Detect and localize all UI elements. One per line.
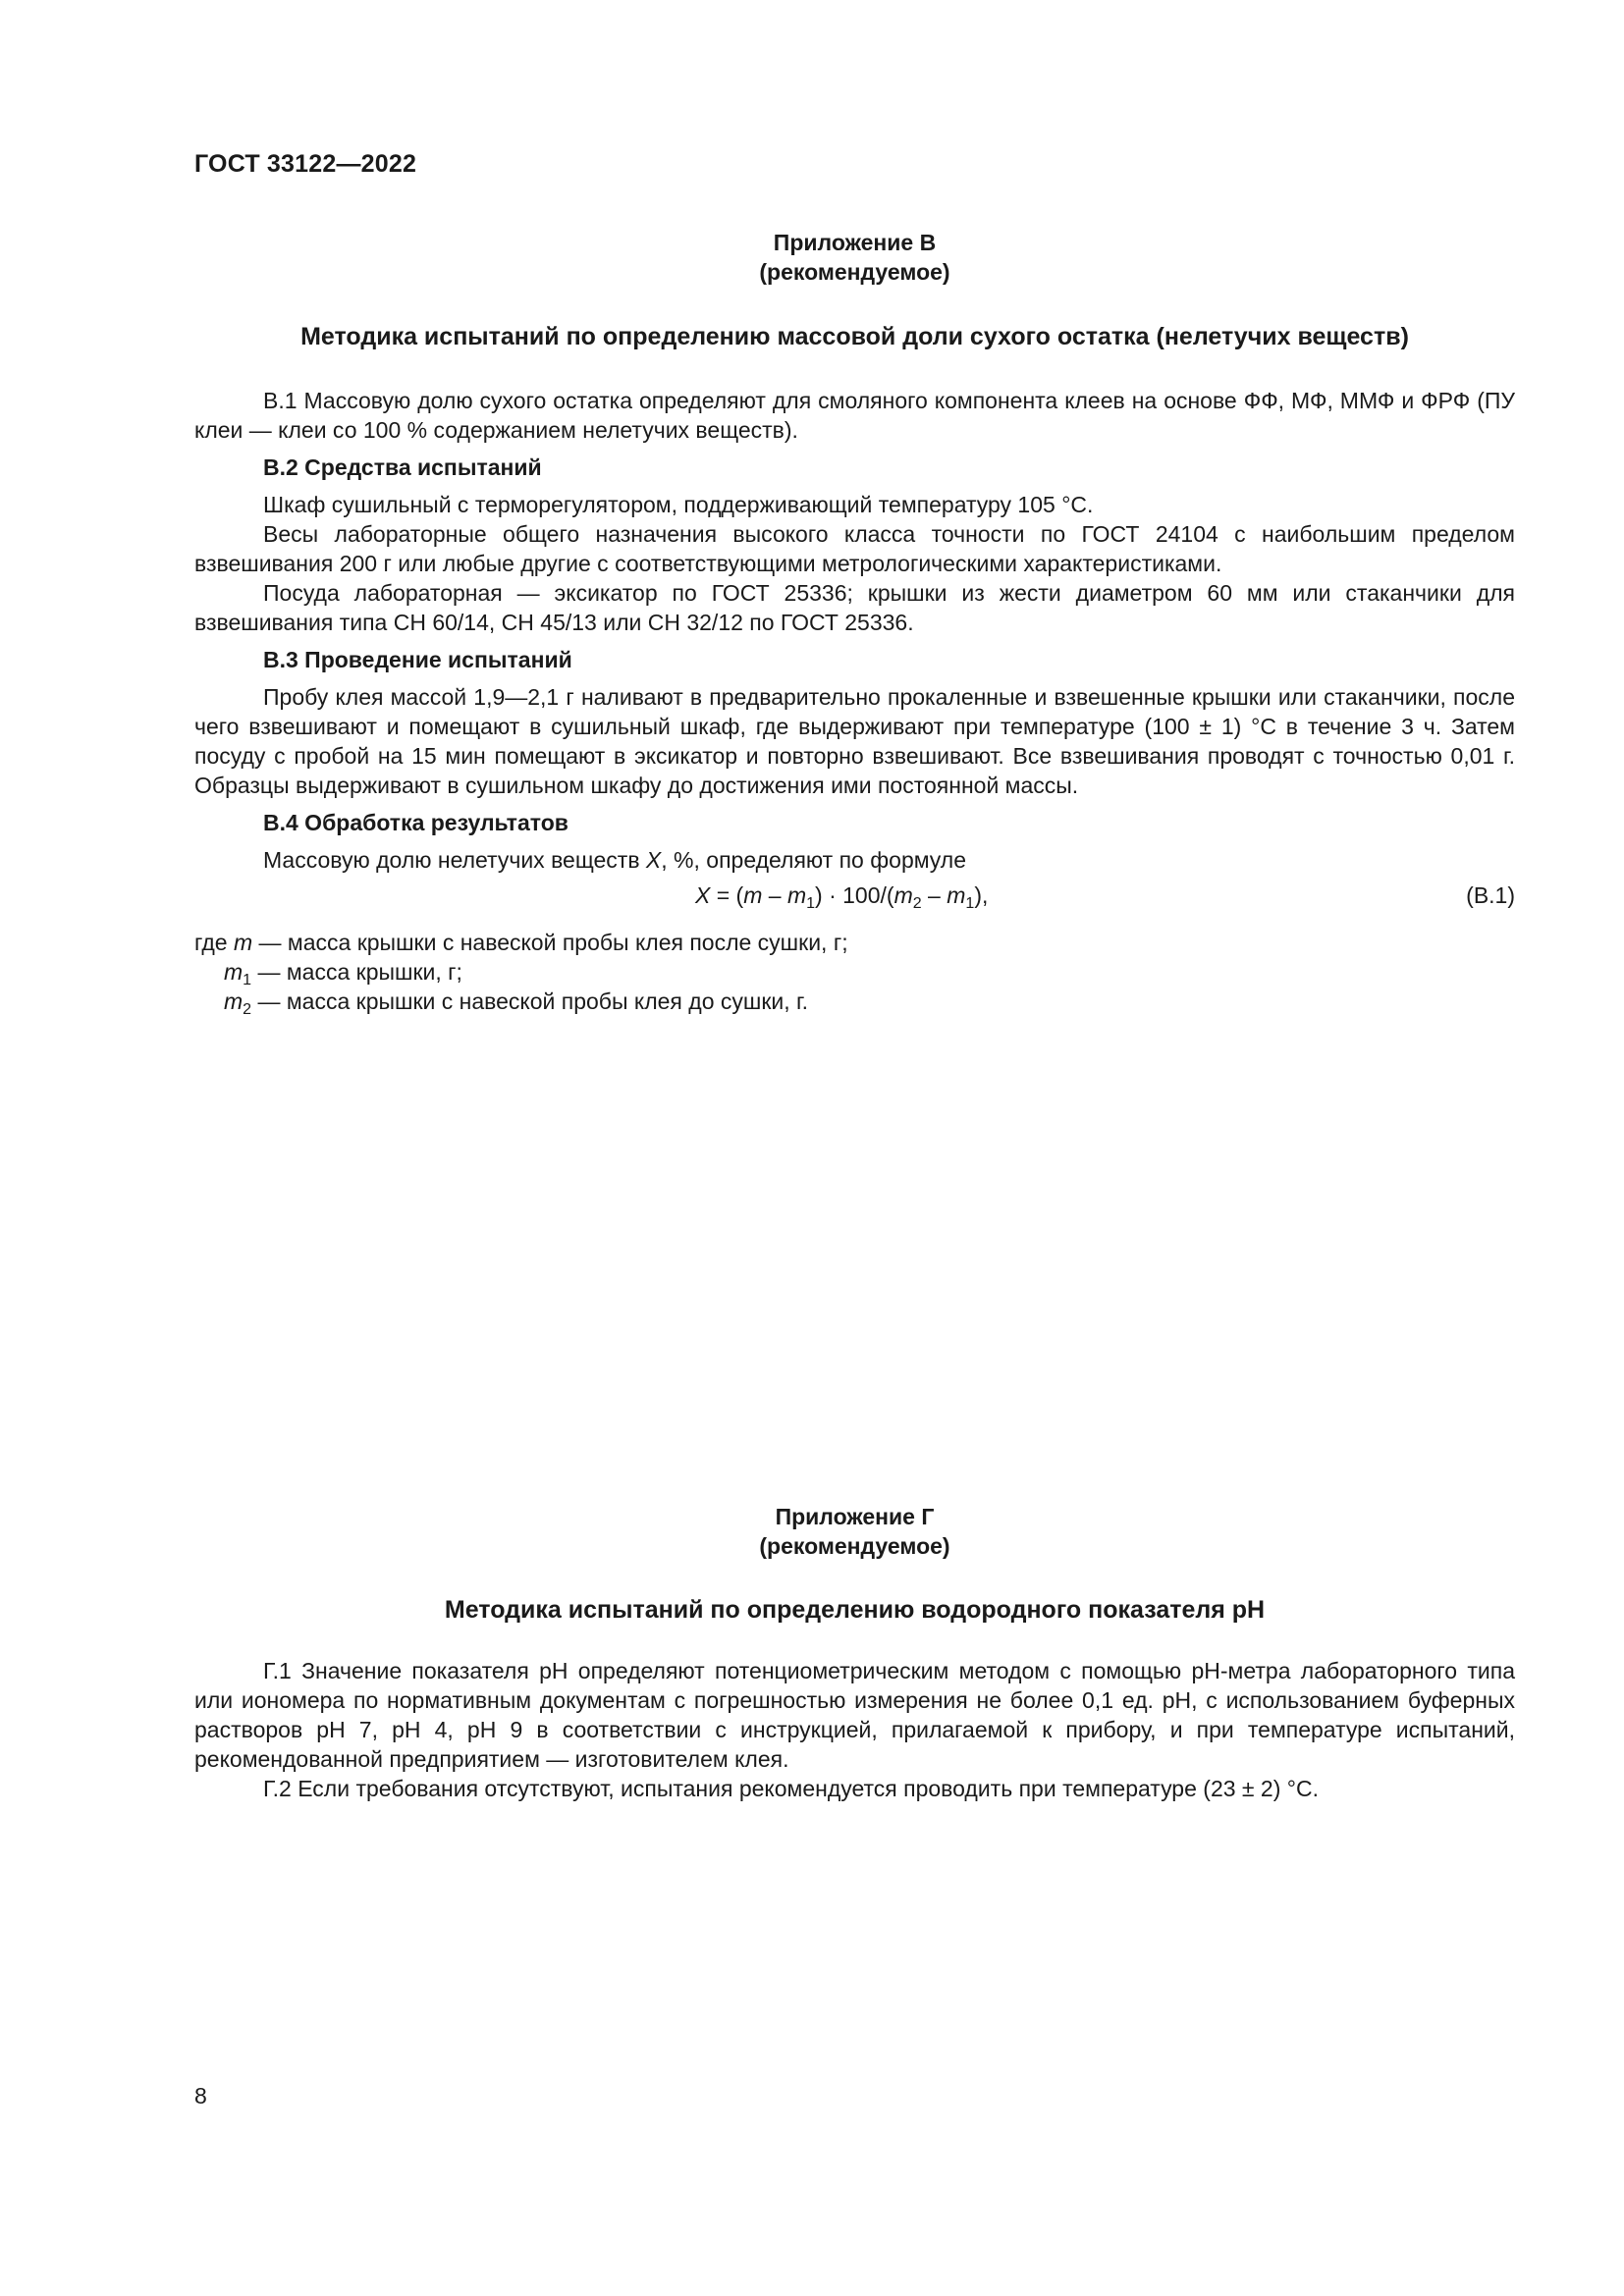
legend-item-m2: $m_2$ — масса крышки с навеской пробы клея до сушки, г. — [224, 988, 808, 1018]
paragraph-g2: Г.2 Если требования отсутствуют, испытания рекомендуется проводить при температуре (23 ± 2) °С. — [263, 1776, 1319, 1801]
document-code-header: ГОСТ 33122—2022 — [194, 150, 417, 178]
formula-expression: $X = (m - m_1) \cdot 100/(m_2 - m_1)$, — [695, 882, 989, 912]
section-v4-title: В.4 Обработка результатов — [263, 810, 568, 835]
appendix-v-title: Методика испытаний по определению массовой доли сухого остатка (нелетучих веществ) — [300, 323, 1409, 350]
appendix-v-label: Приложение В — [773, 230, 937, 255]
appendix-v-heading — [194, 228, 1515, 287]
legend-item-m1: $m_1$ — масса крышки, г; — [224, 959, 462, 988]
paragraph-v2-2: Весы лабораторные общего назначения высокого класса точности по ГОСТ 24104 с наибольшим пределом взвешивания 200 г или любые другие с соответствующими метрологическими характеристиками. — [194, 521, 1515, 576]
formula-legend — [194, 928, 1515, 1016]
paragraph-v1: В.1 Массовую долю сухого остатка определяют для смоляного компонента клеев на основе ФФ, МФ, ММФ и ФРФ (ПУ клеи — клеи со 100 % содержанием нелетучих веществ). — [194, 388, 1515, 443]
appendix-g-status: (рекомендуемое) — [759, 1533, 950, 1559]
appendix-v-body — [194, 386, 1515, 1016]
appendix-g-body — [194, 1656, 1515, 1803]
page-number: 8 — [194, 2083, 207, 2109]
formula-number: (В.1) — [1466, 882, 1515, 908]
paragraph-v2-3: Посуда лабораторная — эксикатор по ГОСТ 25336; крышки из жести диаметром 60 мм или стаканчики для взвешивания типа СН 60/14, СН 45/13 или СН 32/12 по ГОСТ 25336. — [194, 580, 1515, 635]
appendix-g-title: Методика испытаний по определению водородного показателя рН — [444, 1596, 1266, 1624]
paragraph-v3-1: Пробу клея массой 1,9—2,1 г наливают в предварительно прокаленные и взвешенные крышки или стаканчики, после чего взвешивают и помещают в сушильный шкаф, где выдерживают при температуре (100 ± 1) °С в течение 3 ч. Затем посуду с пробой на 15 мин помещают в эксикатор и повторно взвешивают. Все взвешивания проводят с точностью 0,01 г. Образцы выдерживают в сушильном шкафу до достижения ими постоянной массы. — [194, 684, 1515, 798]
appendix-g-title-block — [194, 1594, 1515, 1626]
section-v2-title: В.2 Средства испытаний — [263, 454, 542, 480]
appendix-v-title-block — [194, 321, 1515, 352]
appendix-g-heading — [194, 1502, 1515, 1561]
paragraph-g1: Г.1 Значение показателя рН определяют потенциометрическим методом с помощью рН-метра лабораторного типа или иономера по нормативным документам с погрешностью измерения не более 0,1 ед. рН, с использованием буферных растворов рН 7, рН 4, рН 9 в соответствии с инструкцией, прилагаемой к прибору, и при температуре испытаний, рекомендованной предприятием — изготовителем клея. — [194, 1658, 1515, 1772]
section-v3-title: В.3 Проведение испытаний — [263, 647, 572, 672]
appendix-v-status: (рекомендуемое) — [759, 259, 950, 285]
paragraph-v4-intro: Массовую долю нелетучих веществ X, %, определяют по формуле — [263, 847, 967, 873]
formula-v1 — [194, 881, 1515, 914]
legend-item-m: где m — масса крышки с навеской пробы клея после сушки, г; — [194, 930, 848, 955]
appendix-g-label: Приложение Г — [775, 1504, 935, 1529]
paragraph-v2-1: Шкаф сушильный с терморегулятором, поддерживающий температуру 105 °С. — [263, 492, 1094, 517]
